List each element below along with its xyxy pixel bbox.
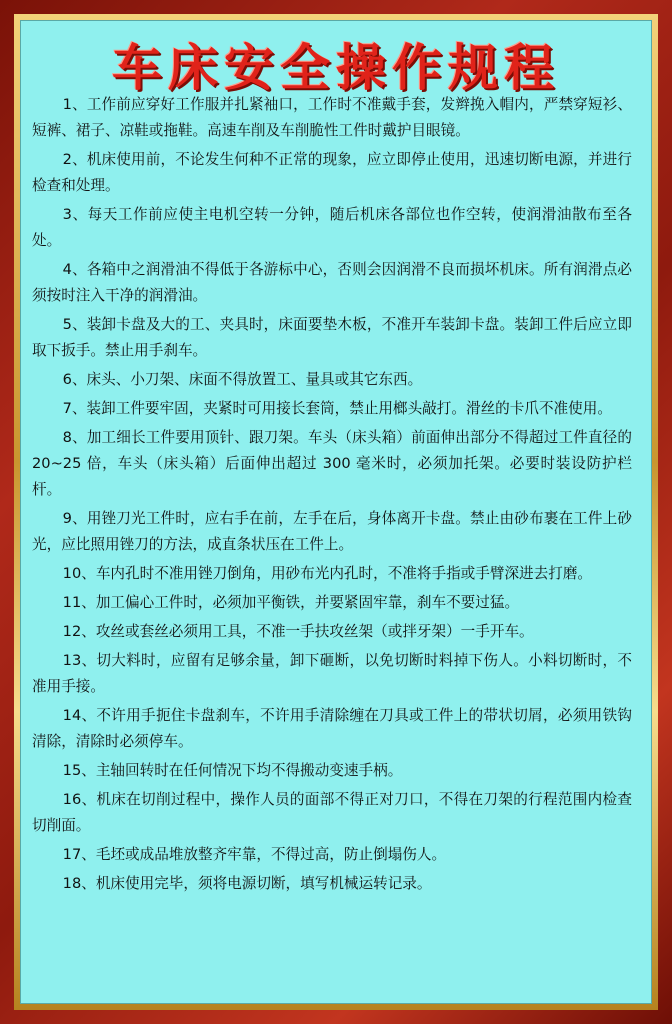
rule-item: 13、切大料时，应留有足够余量，卸下砸断，以免切断时料掉下伤人。小料切断时，不准用手接。 (32, 652, 632, 695)
rule-item: 9、用锉刀光工件时，应右手在前，左手在后，身体离开卡盘。禁止由砂布裹在工件上砂光，应比照用锉刀的方法，成直条状压在工件上。 (32, 510, 632, 553)
rule-item: 15、主轴回转时在任何情况下均不得搬动变速手柄。 (62, 762, 403, 779)
rule-item: 10、车内孔时不准用锉刀倒角，用砂布光内孔时，不准将手指或手臂深进去打磨。 (62, 565, 593, 582)
rule-item: 7、装卸工件要牢固，夹紧时可用接长套筒，禁止用榔头敲打。滑丝的卡爪不准使用。 (62, 400, 612, 417)
rule-item: 12、攻丝或套丝必须用工具，不准一手扶攻丝架（或拌牙架）一手开车。 (62, 623, 534, 640)
rule-item: 16、机床在切削过程中，操作人员的面部不得正对刀口，不得在刀架的行程范围内检查切削面。 (32, 791, 632, 834)
rule-item: 18、机床使用完毕，须将电源切断，填写机械运转记录。 (62, 875, 432, 892)
rule-item: 5、装卸卡盘及大的工、夹具时，床面要垫木板，不准开车装卸卡盘。装卸工件后应立即取下扳手。禁止用手刹车。 (32, 316, 632, 359)
rule-item: 11、加工偏心工件时，必须加平衡铁，并要紧固牢靠，刹车不要过猛。 (62, 594, 520, 611)
rule-item: 14、不许用手扼住卡盘刹车，不许用手清除缠在刀具或工件上的带状切屑，必须用铁钩清除，清除时必须停车。 (32, 707, 632, 750)
rule-item: 1、工作前应穿好工作服并扎紧袖口，工作时不准戴手套，发辫挽入帽内，严禁穿短衫、短裤、裙子、凉鞋或拖鞋。高速车削及车削脆性工件时戴护目眼镜。 (32, 96, 632, 139)
rule-item: 3、每天工作前应使主电机空转一分钟，随后机床各部位也作空转，使润滑油散布至各处。 (32, 206, 632, 249)
rule-item: 4、各箱中之润滑油不得低于各游标中心，否则会因润滑不良而损坏机床。所有润滑点必须按时注入干净的润滑油。 (32, 261, 632, 304)
page-title: 车床安全操作规程 (112, 39, 560, 97)
rule-item: 2、机床使用前，不论发生何种不正常的现象，应立即停止使用，迅速切断电源，并进行检查和处理。 (32, 151, 632, 194)
rule-item: 17、毛坯或成品堆放整齐牢靠，不得过高，防止倒塌伤人。 (62, 846, 447, 863)
rules-list (32, 92, 632, 900)
rule-item: 8、加工细长工件要用顶针、跟刀架。车头（床头箱）前面伸出部分不得超过工件直径的 20~25 倍，车头（床头箱）后面伸出超过 300 毫米时，必须加托架。必要时装设防护栏杆。 (32, 429, 632, 498)
rule-item: 6、床头、小刀架、床面不得放置工、量具或其它东西。 (62, 371, 423, 388)
